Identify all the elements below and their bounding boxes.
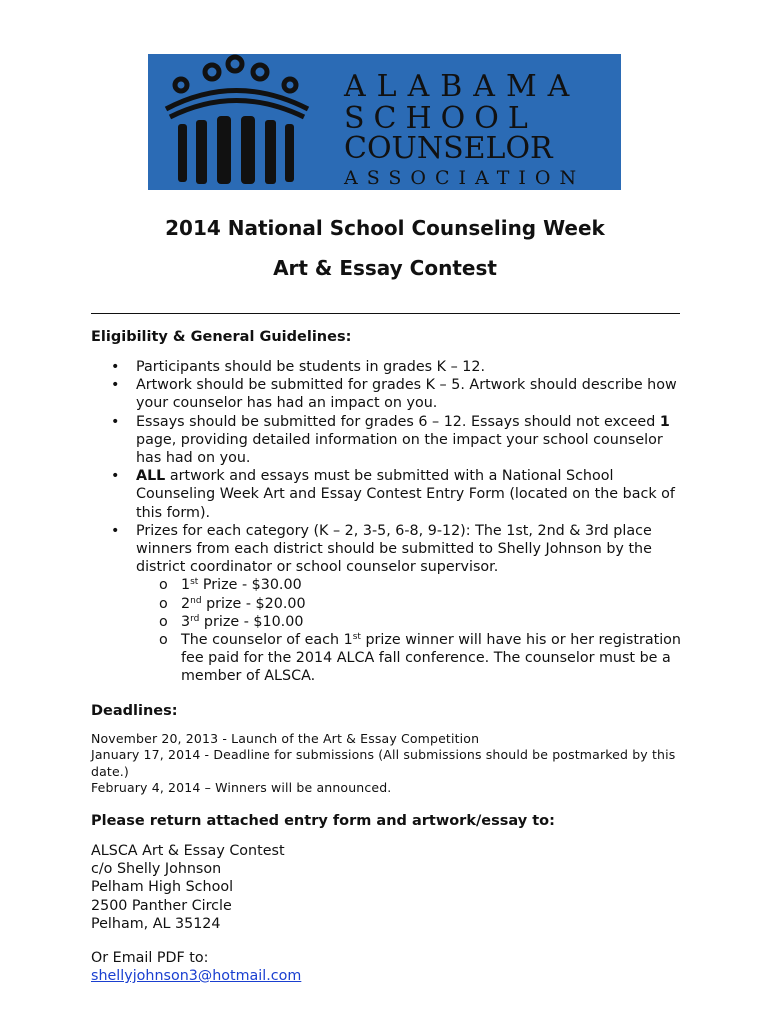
prize-suffix: st (352, 632, 361, 643)
prize-rank: 1 (181, 577, 191, 594)
logo-word-counselor: COUNSELOR (344, 131, 553, 166)
sub-bullet: o (159, 577, 168, 594)
address-line: 2500 Panther Circle (91, 897, 232, 914)
return-heading: Please return attached entry form and artwork/essay to: (91, 813, 555, 829)
deadline-item: November 20, 2013 - Launch of the Art & Essay Competition (91, 731, 480, 746)
sub-bullet: o (159, 613, 168, 630)
prize-rank: 3 (181, 613, 191, 630)
prize-item (136, 631, 681, 686)
eligibility-list (91, 358, 681, 686)
address-line: Pelham, AL 35124 (91, 915, 221, 932)
prize-text: Prize - $30.00 (198, 577, 302, 594)
mailing-address (91, 842, 285, 933)
email-label: Or Email PDF to: (91, 950, 209, 966)
guideline-bold: 1 (659, 413, 670, 430)
prize-item (136, 576, 681, 594)
prize-text: prize winner will have his or her registration fee paid for the 2014 ALCA fall conference. The counselor must be a member of ALSCA. (181, 632, 681, 685)
guideline-bold: ALL (136, 468, 166, 485)
guideline-text: Artwork should be submitted for grades K – 5. Artwork should describe how your counselor has had an impact on you. (136, 377, 677, 412)
prize-suffix: st (190, 577, 199, 588)
prize-suffix: nd (190, 595, 202, 606)
page-subtitle: Art & Essay Contest (273, 256, 497, 280)
prize-text: The counselor of each 1 (181, 632, 353, 649)
address-line: ALSCA Art & Essay Contest (91, 843, 285, 859)
deadlines-list (91, 731, 681, 797)
prize-item (136, 613, 681, 631)
association-logo (148, 54, 621, 190)
email-link[interactable]: shellyjohnson3@hotmail.com (91, 968, 302, 984)
prize-rank: 2 (181, 595, 191, 612)
logo-word-alabama: ALABAMA (344, 69, 581, 104)
logo-word-association: ASSOCIATION (344, 167, 586, 189)
list-item (91, 522, 681, 686)
guideline-text: Participants should be students in grades K – 12. (136, 359, 486, 375)
prize-text: prize - $20.00 (201, 595, 306, 612)
eligibility-heading: Eligibility & General Guidelines: (91, 329, 352, 345)
list-item (91, 467, 681, 522)
page-title: 2014 National School Counseling Week (165, 216, 605, 240)
list-item (91, 376, 681, 412)
logo-word-school: SCHOOL (344, 101, 537, 136)
deadline-item: January 17, 2014 - Deadline for submissions (All submissions should be postmarked by this date.) (91, 747, 676, 779)
guideline-text: Essays should be submitted for grades 6 – 12. Essays should not exceed (136, 413, 660, 430)
prize-suffix: rd (190, 613, 200, 624)
prize-text: prize - $10.00 (199, 613, 304, 630)
list-item (91, 413, 681, 468)
title-divider (91, 313, 680, 314)
deadlines-heading: Deadlines: (91, 703, 178, 719)
guideline-text: page, providing detailed information on the impact your school counselor has had on you. (136, 431, 663, 467)
list-item (91, 358, 681, 376)
prize-list (136, 576, 681, 685)
deadline-item: February 4, 2014 – Winners will be announced. (91, 780, 392, 796)
address-line: Pelham High School (91, 879, 234, 896)
sub-bullet: o (159, 632, 168, 649)
sub-bullet: o (159, 595, 168, 612)
address-line: c/o Shelly Johnson (91, 861, 222, 878)
guideline-text: artwork and essays must be submitted with a National School Counseling Week Art and Essay Contest Entry Form (located on the back of this form). (136, 468, 675, 521)
prize-item (136, 595, 681, 613)
guideline-text: Prizes for each category (K – 2, 3-5, 6-8, 9-12): The 1st, 2nd & 3rd place winners from each district should be submitted to Shelly Johnson by the district coordinator or school counselor supervisor. (136, 522, 652, 576)
